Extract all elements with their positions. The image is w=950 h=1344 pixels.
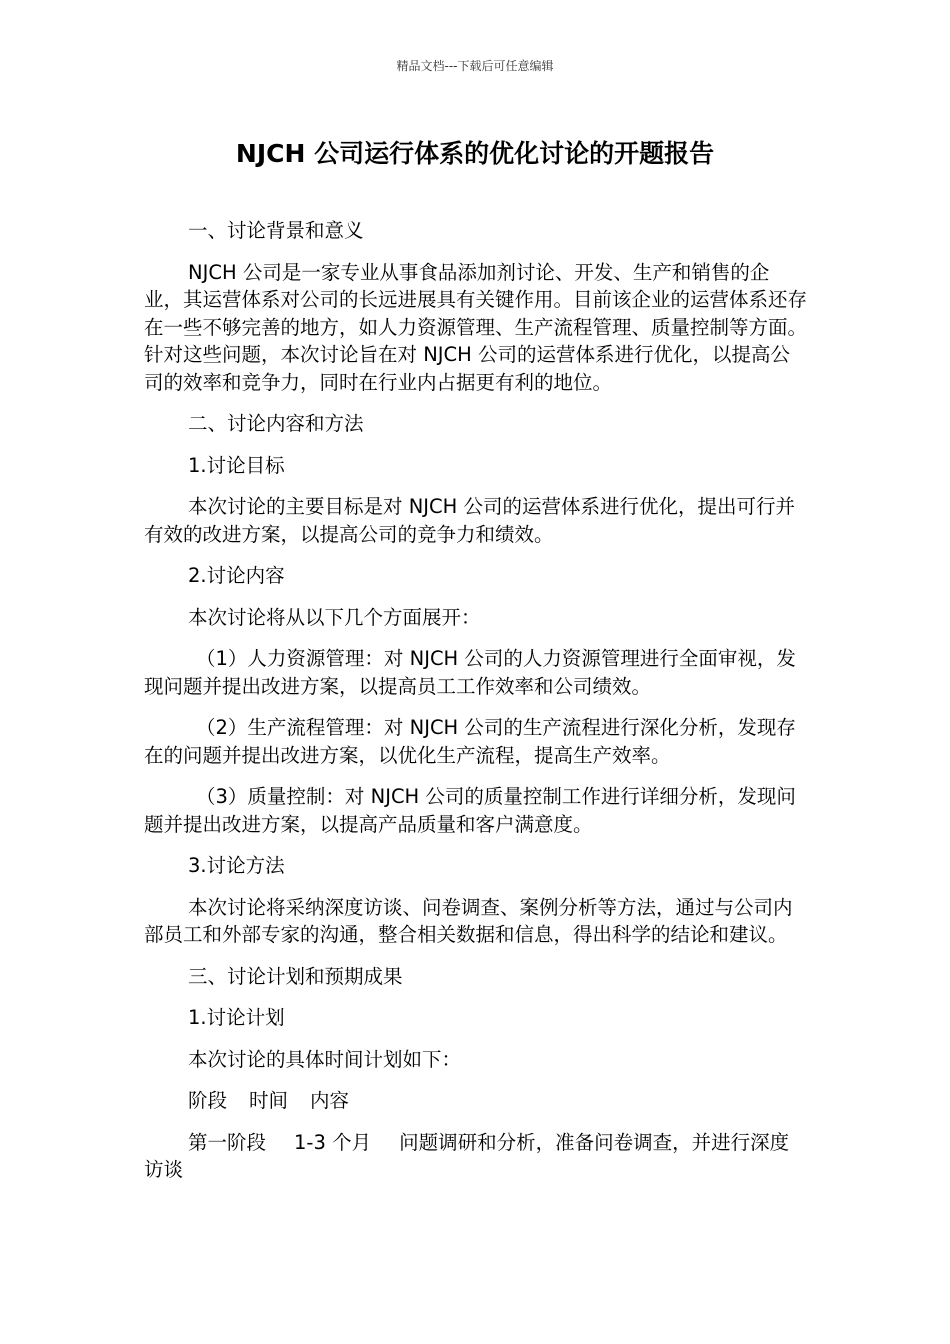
document-title: NJCH 公司运行体系的优化讨论的开题报告	[235, 139, 715, 168]
plan-table-row	[144, 1129, 808, 1184]
plan-header-stage: 阶段	[188, 1089, 228, 1112]
plan-row-stage: 第一阶段	[188, 1130, 267, 1154]
plan-row-content: 问题调研和分析，准备问卷调查，并进行深度访谈	[144, 1130, 790, 1181]
document-body	[144, 217, 808, 1198]
plan-row-time: 1-3 个月	[294, 1130, 372, 1154]
subheading-methods: 3.讨论方法	[188, 854, 285, 877]
paragraph-plan-intro: 本次讨论的具体时间计划如下：	[188, 1047, 462, 1071]
plan-table-header	[144, 1087, 808, 1115]
subheading-content: 2.讨论内容	[188, 564, 285, 587]
section-heading-content-methods: 二、讨论内容和方法	[188, 412, 364, 435]
subheading-goal: 1.讨论目标	[188, 453, 285, 477]
section-heading-plan: 三、讨论计划和预期成果	[188, 964, 403, 988]
paragraph-goal: 本次讨论的主要目标是对 NJCH 公司的运营体系进行优化，提出可行并有效的改进方案，以提高公司的竞争力和绩效。	[144, 495, 796, 546]
paragraph-content-intro: 本次讨论将从以下几个方面展开：	[188, 605, 481, 629]
paragraph-methods: 本次讨论将采纳深度访谈、问卷调查、案例分析等方法，通过与公司内部员工和外部专家的沟通，整合相关数据和信息，得出科学的结论和建议。	[144, 895, 793, 946]
list-item-quality: （3）质量控制：对 NJCH 公司的质量控制工作进行详细分析，发现问题并提出改进方案，以提高产品质量和客户满意度。	[144, 785, 796, 836]
list-item-production: （2）生产流程管理：对 NJCH 公司的生产流程进行深化分析，发现存在的问题并提出改进方案，以优化生产流程，提高生产效率。	[144, 716, 796, 767]
plan-header-time: 时间	[249, 1089, 289, 1112]
paragraph-background: NJCH 公司是一家专业从事食品添加剂讨论、开发、生产和销售的企业，其运营体系对公司的长远进展具有关键作用。目前该企业的运营体系还存在一些不够完善的地方，如人力资源管理、生产流程管理、质量控制等方面。针对这些问题，本次讨论旨在对 NJCH 公司的运营体系进行优化，以提高公司的效率和竞争力，同时在行业内占据更有利的地位。	[144, 260, 808, 394]
header-note: 精品文档---下载后可任意编辑	[396, 59, 554, 73]
subheading-plan: 1.讨论计划	[188, 1006, 285, 1029]
list-item-hr: （1）人力资源管理：对 NJCH 公司的人力资源管理进行全面审视，发现问题并提出改进方案，以提高员工工作效率和公司绩效。	[144, 647, 796, 698]
plan-header-content: 内容	[310, 1089, 350, 1112]
section-heading-background: 一、讨论背景和意义	[188, 219, 364, 242]
